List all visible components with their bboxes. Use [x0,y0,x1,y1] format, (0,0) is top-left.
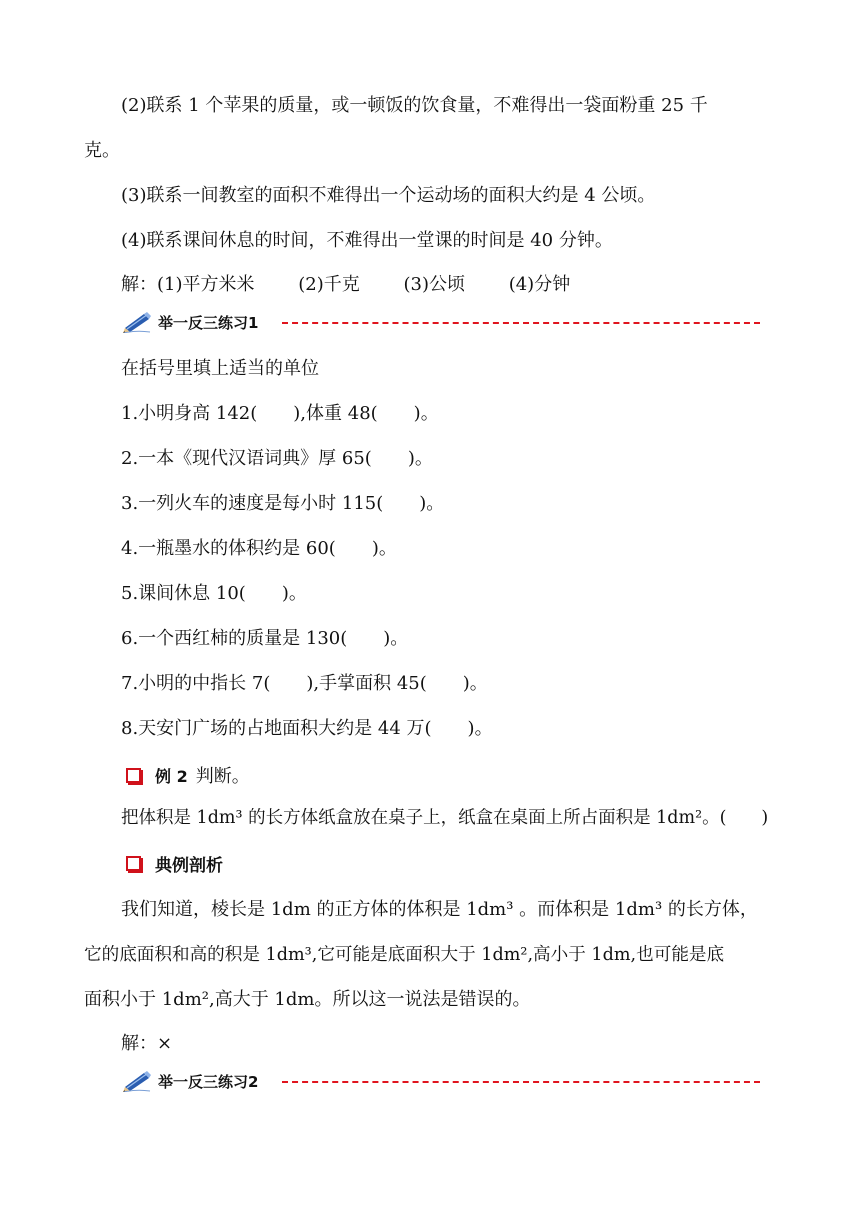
practice-question-3: 3.一列火车的速度是每小时 115( )。 [121,493,445,514]
analysis-line-2a: (2)联系 1 个苹果的质量，或一顿饭的饮食量，不难得出一袋面粉重 25 千 [121,95,708,116]
analysis-title: 典例剖析 [155,855,223,876]
answer-prefix: 解： [121,274,157,295]
practice-title: 举一反三练习2 [158,1072,259,1091]
practice-question-6: 6.一个西红柿的质量是 130( )。 [121,628,409,649]
practice-header-1 [122,309,258,335]
practice-question-1: 1.小明身高 142( ),体重 48( )。 [121,403,439,424]
answer-line-2: 解：× [121,1033,173,1054]
practice-header-2 [122,1068,258,1094]
example-text: 判断。 [195,766,250,787]
pencil-icon [122,311,152,333]
analysis-line-3: (3)联系一间教室的面积不难得出一个运动场的面积大约是 4 公顷。 [121,185,656,206]
practice-question-2: 2.一本《现代汉语词典》厚 65( )。 [121,448,433,469]
answer-item: (2)千克 [298,274,360,295]
answer-item: (3)公顷 [403,274,465,295]
example-label: 例 2 [155,766,188,786]
analysis-heading [126,850,223,876]
answer-line-1 [121,273,800,297]
analysis-paragraph-line-1: 我们知道，棱长是 1dm 的正方体的体积是 1dm³ 。而体积是 1dm³ 的长方体， [121,899,758,920]
analysis-paragraph-line-3: 面积小于 1dm²,高大于 1dm。所以这一说法是错误的。 [84,989,531,1010]
answer-item: (1)平方米米 [157,274,255,295]
square-bullet-icon [126,768,141,783]
practice-question-7: 7.小明的中指长 7( ),手掌面积 45( )。 [121,673,488,694]
practice-question-8: 8.天安门广场的占地面积大约是 44 万( )。 [121,718,493,739]
square-bullet-icon [126,856,141,871]
analysis-line-4: (4)联系课间休息的时间，不难得出一堂课的时间是 40 分钟。 [121,230,613,251]
pencil-icon [122,1070,152,1092]
practice-title: 举一反三练习1 [158,313,259,332]
example-statement: 把体积是 1dm³ 的长方体纸盒放在桌子上，纸盒在桌面上所占面积是 1dm²。( ) [121,808,769,828]
practice-intro: 在括号里填上适当的单位 [121,358,319,379]
example-heading [126,762,250,788]
practice-question-4: 4.一瓶墨水的体积约是 60( )。 [121,538,397,559]
practice-question-5: 5.课间休息 10( )。 [121,583,307,604]
dashed-divider [282,1081,760,1083]
analysis-paragraph-line-2: 它的底面积和高的积是 1dm³,它可能是底面积大于 1dm²,高小于 1dm,也可能是底 [84,945,725,965]
analysis-line-2b: 克。 [84,140,120,161]
answer-item: (4)分钟 [508,274,571,295]
dashed-divider [282,322,760,324]
